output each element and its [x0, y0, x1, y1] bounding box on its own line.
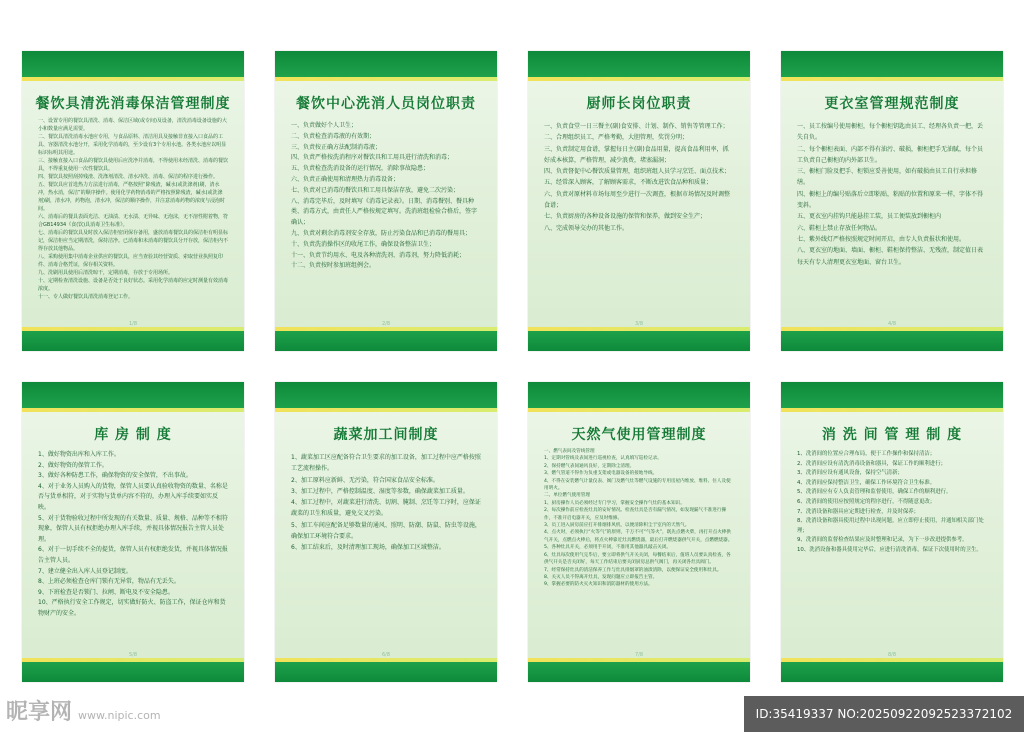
rule-item: 2、保持燃气表间通风良好，定期除尘清理。 [544, 463, 635, 469]
rule-item: 6、洗消间的使用应按照规定的程序进行，不得随意更改； [797, 498, 936, 505]
panel-title: 蔬菜加工间制度 [333, 427, 439, 443]
rule-item: 十、负责洗消操作区的收尾工作，确保设备整洁卫生； [291, 240, 436, 248]
panel-title: 更衣室管理规范制度 [824, 96, 960, 112]
rule-item: 五、更衣室内挂钩只能悬挂工装，员工便装放到橱柜内 [797, 213, 942, 221]
rule-item: 五、餐饮具应首选热力方法进行消毒，严格按照“除残渣，碱水(或洗涤剂)刷，清水冲，热水消，保洁”的顺序操作。使用化学药物消毒的严格按照除残渣，碱水(或洗涤剂)刷，清水冲，药物泡，清水冲，保洁的顺序操作，并注意消毒药物的浓度与浸泡时间。 [38, 182, 225, 212]
rule-item: 4、点火时，必须执行“火等气”的原则，千万不可“气等火”，既先点燃火柴，再打开点火棒供气开关，点燃点火棒后，将点火棒靠近灶具燃烧器，最后打开燃烧器供气开关，点燃燃烧器。 [544, 530, 733, 543]
rule-item: 一、员工按编号使用橱柜，每个橱柜钥匙由员工、经理各负责一把，丢失自负。 [797, 123, 984, 142]
watermark-url: www.nipic.com [78, 709, 161, 722]
rule-item: 10、严格执行安全工作规定，切实做好防火、防盗工作，保证仓库和货物财产的安全。 [38, 599, 226, 617]
panel-title: 餐饮中心洗消人员岗位职责 [296, 96, 476, 112]
site-watermark [6, 695, 161, 726]
rule-item: 8、关灭人员不得离开灶具，发现问题应立即报告主管。 [544, 574, 658, 580]
rule-item: 四、负责严格按洗消程序对餐饮具和工用具进行清洗和消毒； [291, 154, 454, 162]
rule-item: 6、加工结束后，及时清理加工现场，确保加工区域整洁。 [291, 544, 445, 552]
rule-item: 8、洗消设备和器具使用过程中出现问题，应立即停止使用，并通知相关部门处理； [797, 518, 984, 534]
rule-item: 5、各种灶具开关，必须用手开闭，不准用其他器具敲击关闭。 [544, 545, 671, 551]
rule-item: 六、负责对原材料市场每周至少进行一次调查，根据市场情况及时调整食谱； [544, 190, 731, 210]
page-number: 8/8 [887, 652, 897, 658]
rule-item: 3、洗消间应设有通风设备，保持空气清新； [797, 470, 903, 477]
panel-title: 库 房 制 度 [94, 427, 172, 443]
page-number: 1/8 [128, 321, 138, 327]
rule-item: 三、负责制定用食谱，掌握每日主(副)食品用量，提高食品利用率，抓好成本核算，严格管理，减少浪费，堵塞漏洞； [544, 145, 729, 164]
rule-item: 三、接触直接入口食品的餐饮具使用后应洗净并消毒，不得使用未经清洗、消毒的餐饮具，不得重复使用一次性餐饮具。 [38, 158, 228, 172]
rule-item: 六、消毒后的餐具表面光洁、无油渍、无水渍、无异味、无泡沫，无不溶性附着物，符合GB14934《食(饮)具消毒卫生标准》。 [38, 214, 228, 228]
panel-body [797, 450, 987, 556]
panel-dishwasher-duties [275, 51, 497, 351]
rule-item: 七、紫外线灯严格按照规定时间开启，由专人负责报状和使用。 [797, 235, 966, 243]
rule-item: 9、下班检查是否锁门、拉闸、断电及不安全隐患。 [38, 588, 174, 596]
rule-item: 3、做好各种防患工作，确保物资的安全保管，不出事故。 [38, 472, 192, 480]
panel-body [291, 121, 481, 272]
rule-item: 七、负责厨房的各种设备设施的保管和保养，做到安全生产； [544, 213, 707, 221]
rule-item: 3、员工进入厨房前应打开排烟排风机，以便清除积尘于室内的天然气。 [544, 523, 690, 529]
panel-warehouse-rules [22, 382, 244, 682]
rule-item: 二、餐饮具清洗消毒水池应专用，与食品原料、清洁用具及接触非直接入口食品的工具、容器清洗水池分开，采用化学消毒的，至少设有3个专用水池。各类水池应以明显标识标明其用途。 [38, 134, 227, 156]
rule-item: 四、餐饮具按照刮掉残渣、洗涤剂清洗、清水冲洗、消毒、保洁的程序进行操作。 [38, 174, 219, 180]
rule-item: 四、负责督促中心餐饮质量管理，组织班组人员学习烹饪、面点技术； [544, 168, 731, 176]
rule-item: 7、经常保持灶具的清洁保养工作与灶具排烟罩的油渍清除，以便保证安全使用和灶具。 [544, 567, 722, 573]
panel-body [291, 452, 481, 554]
rule-item: 9、洗消间的监督检查结果应及时整理和记录，为下一步改进提供参考。 [797, 537, 968, 544]
page-number: 5/8 [128, 652, 138, 658]
panel-header-bar [781, 382, 1003, 408]
rule-item: 1、蔬菜加工区应配备符合卫生要求的加工设备，加工过程中应严格按照工艺流程操作。 [291, 454, 481, 473]
rule-item: 七、负责对已消毒的餐饮具和工用具保洁存放，避免二次污染； [291, 186, 460, 194]
rule-item: 7、洗消设备和器具应定期进行检查，并及时保养； [797, 508, 920, 515]
rule-item: 九、洗刷用具使用后清洗晾干，定期消毒，存放于专用场所。 [38, 270, 174, 276]
page-number: 6/8 [381, 652, 391, 658]
rule-item: 一、负责食堂一日三餐主(副)食安排、计划、制作、销售等管理工作； [544, 123, 729, 130]
rule-item: 5、对于货物验收过程中所发现的有关数量、质量、规格、品种等不相符现象，保管人员有权拒绝办理入库手续，并视具体情况报告主管人员处理。 [38, 514, 228, 543]
rule-item: 3、加工过程中，严格控制温度、湿度等参数，确保蔬菜加工质量。 [291, 487, 469, 495]
panel-footer-bar [22, 662, 244, 682]
rule-item: 一、燃气表间及管线管理 [544, 449, 595, 454]
rule-item: 6、对于一切手续不全的提货，保管人员有权拒绝发货，并视具体情况报告主管人员。 [38, 546, 228, 564]
rule-item: 十二、负责按时参加班组例会。 [291, 262, 376, 270]
panel-header-bar [781, 51, 1003, 77]
rule-item: 二、合理组织员工，严格考勤，大胆管理，奖罚分明； [544, 134, 689, 142]
panel-body [797, 121, 987, 268]
rule-item: 5、加工车间应配备足够数量的通风、照明、防潮、防鼠、防虫等设施，确保加工环境符合要求。 [291, 521, 481, 541]
rule-item: 八、完成领导交办的其他工作。 [544, 224, 629, 232]
rule-item: 8、上班必须检查仓库门锁有无异常，物品有无丢失。 [38, 578, 180, 586]
page-number: 4/8 [887, 321, 897, 327]
panel-header-bar [528, 382, 750, 408]
rule-item: 2、洗消间应设有清洗消毒设备和器具，保证工作的顺利进行； [797, 460, 946, 467]
rule-item: 六、负责正确使用和清理热力消毒设备； [291, 175, 400, 183]
panel-tableware-disinfection [22, 51, 244, 351]
rule-item: 七、消毒后的餐饮具及时放入保洁柜密闭保存备用，盛放消毒餐饮具的保洁柜有明显标记，保洁柜应当定期清洗，保持洁净。已消毒和未消毒的餐饮具分开存放，保洁柜内不得存放其他物品。 [38, 230, 228, 252]
rule-item: 2、每次操作前应检查灶具的安好情况。检查灶具是否有漏气情况，如发现漏气不准进行操作，不准开启电器开关，应及时维修。 [544, 508, 727, 521]
rule-item: 九、负责对剩余消毒剂安全存放，防止污染食品和已消毒的餐用具； [291, 229, 472, 237]
panel-footer-bar [275, 662, 497, 682]
rule-item: 五、经常深入顾客，了解顾客需求，不断改进饮食品种和质量； [544, 179, 713, 187]
rule-item: 一、设置专用的餐饮具清洗、消毒、保洁区域(或专间)及设备，清洗消毒设备设施的大小和数量应满足需要。 [38, 118, 227, 132]
rule-item: 7、建立健全出入库人员登记制度。 [38, 567, 132, 575]
panel-vegetable-processing [275, 382, 497, 682]
rule-item: 六、鞋柜上禁止存放任何物品。 [797, 224, 882, 232]
panel-footer-bar [781, 662, 1003, 682]
rule-item: 三、橱柜门脸及把手、柜锁应妥善使用，如有破损由员工自行承担修缮。 [797, 168, 978, 187]
rule-item: 五、负责检查洗消设备的运行情况，消除事故隐患； [291, 165, 430, 173]
panel-footer-bar [275, 331, 497, 351]
panel-footer-bar [528, 662, 750, 682]
rule-item: 四、橱柜上的编号贴落后立即粘贴，粘贴的位置和原来一样，字体不得变斜。 [797, 190, 984, 210]
rule-item: 2、做好物资的保管工作。 [38, 461, 108, 469]
watermark-brand: 昵享网 [6, 700, 73, 725]
rule-item: 一、负责做好个人卫生； [291, 122, 358, 129]
panel-footer-bar [22, 331, 244, 351]
panel-header-bar [275, 382, 497, 408]
rule-item: 6、灶具每次使用气完毕后，要立即将供气开关关闭，每餐结束后，值班人员要认真检查，各供气开关是否关闭好，每天工作结束后要关闭厨房总供气阀门，再关闭各灶具阀门。 [544, 552, 731, 566]
rule-item: 4、对于业务人员购入的货物，保管人员要认真验收物资的数量、名称是否与货单相符，对于实物与货单内容不符的，办理入库手续要如实反映。 [38, 482, 228, 511]
panel-body [38, 450, 228, 620]
rule-item: 十一、负责节约用水、电及各种清洗剂、消毒剂，努力降低消耗； [291, 251, 466, 259]
rule-item: 八、消毒完毕后，及时填写《消毒记录表》。日期、消毒餐别、餐具种类、消毒方式，由责任人严格按规定填写。洗消班组检验合格后，签字确认； [291, 197, 478, 227]
panel-header-bar [528, 51, 750, 77]
rule-item: 10、洗消设备和器具使用完毕后，应进行清洗消毒，保证下次使用时的卫生。 [797, 546, 982, 553]
rule-item: 十一、专人做好餐饮具清洗消毒登记工作。 [38, 294, 134, 300]
rule-item: 十、定期检查清洗设施、设备是否处于良好状态。采用化学消毒的应定时测量有效消毒浓度。 [38, 278, 228, 292]
rule-item: 4、加工过程中，对蔬菜进行清洗、切割、腌制、烹饪等工序时，应保证蔬菜的卫生和质量，避免交叉污染。 [291, 499, 481, 518]
panel-title: 餐饮具清洗消毒保洁管理制度 [35, 96, 231, 112]
panel-head-chef-duties [528, 51, 750, 351]
rule-item: 二、负责检查消毒液的有效期； [291, 132, 376, 140]
page-number: 2/8 [381, 321, 391, 327]
panel-locker-room-rules [781, 51, 1003, 351]
panel-header-bar [275, 51, 497, 77]
rule-item: 9、掌握必要的防火灭火知识和消防器材的使用方法。 [544, 582, 653, 588]
rule-item: 三、负责按正确方法配制消毒液； [291, 143, 382, 151]
panel-header-bar [22, 51, 244, 77]
panel-title: 天然气使用管理制度 [571, 427, 707, 443]
rule-item: 3、燃气管道不得作为负重支架或电器设备的接地导线。 [544, 471, 658, 477]
panel-washroom-rules [781, 382, 1003, 682]
rule-item: 八、采购使用集中消毒企业供应的餐饮具，应当查验其经营资质、索取营业执照复印件、消毒合格凭证，保存相关资料。 [38, 254, 224, 268]
panel-title: 消 洗 间 管 理 制 度 [821, 427, 963, 443]
rule-item: 4、洗消间应保持整洁卫生，确保工作环境符合卫生标准。 [797, 479, 936, 486]
page-number: 3/8 [634, 321, 644, 327]
panel-natural-gas-rules [528, 382, 750, 682]
page-number: 7/8 [634, 652, 644, 658]
panel-title: 厨师长岗位职责 [586, 96, 692, 112]
rule-item: 2、加工原料应新鲜、无污染，符合国家食品安全标准。 [291, 476, 439, 484]
rule-item: 二、单位燃气使用管理 [544, 493, 590, 499]
rule-item: 1、厨房操作人员必须经过专门学习，掌握安全操作气灶的基本知识。 [544, 500, 685, 506]
rule-item: 5、洗消间应有专人负责管理和监督使用，确保工作的顺利进行。 [797, 489, 952, 496]
panel-header-bar [22, 382, 244, 408]
panel-footer-bar [528, 331, 750, 351]
panel-body [544, 448, 734, 589]
panel-body [38, 117, 228, 301]
rule-item: 1、做好物资出库和入库工作。 [38, 451, 120, 458]
rule-item: 4、不得在安装燃气计量仪表、阀门及燃气灶等燃气设施的专用房屋内堆放、堆料、住人及使用明火。 [544, 478, 731, 492]
panel-body [544, 121, 734, 234]
rule-item: 1、定期对管线及表间进行巡视检查，认真填写巡检记录。 [544, 456, 662, 462]
image-id-bar: ID:35419337 NO:20250922092523372102 [744, 696, 1024, 732]
panel-footer-bar [781, 331, 1003, 351]
rule-item: 二、每个橱柜表面、内部不得有油污、破损，橱柜把手无油腻，每个员工负责自己橱柜的内外部卫生。 [797, 145, 984, 164]
rule-item: 1、洗消间的位置应合理布局，便于工作操作和保持清洁； [797, 451, 936, 457]
rule-item: 八、更衣室的地面、墙面、橱柜、鞋柜保持整洁、无残渣，制定值日表每天有专人清理更衣室地面、窗台卫生。 [797, 247, 984, 266]
